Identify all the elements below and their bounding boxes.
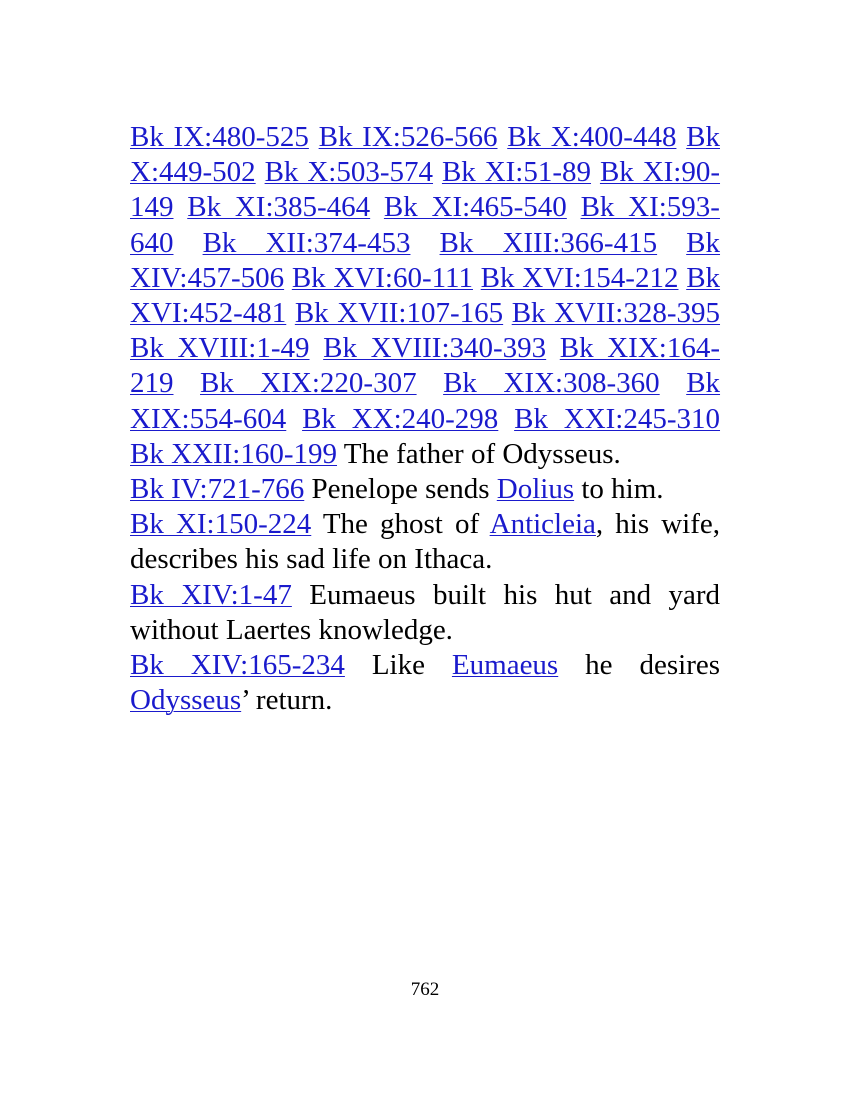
name-link[interactable]: Eumaeus xyxy=(451,649,559,682)
ref-link[interactable]: Bk XI:385-464 xyxy=(187,191,371,224)
reference-list-paragraph xyxy=(130,120,720,472)
entry-paragraph xyxy=(130,648,720,718)
ref-link[interactable]: Bk IV:721-766 xyxy=(130,473,305,506)
ref-link[interactable]: Bk XI:150-224 xyxy=(130,508,312,541)
entry-text: Penelope sends xyxy=(311,473,490,506)
ref-link[interactable]: Bk XII:374-453 xyxy=(202,226,411,259)
entry-paragraph xyxy=(130,507,720,577)
entry-text: The ghost of xyxy=(322,508,480,541)
ref-link[interactable]: Bk XX:240-298 xyxy=(302,402,499,435)
entry-text: ’ return. xyxy=(241,684,333,717)
ref-link[interactable]: Bk XIX:164-219 xyxy=(130,332,720,400)
ref-link[interactable]: Bk XVI:154-212 xyxy=(480,261,679,294)
ref-link[interactable]: Bk XXII:160-199 xyxy=(130,437,338,470)
body-text xyxy=(130,120,720,718)
ref-link[interactable]: Bk IX:526-566 xyxy=(318,121,498,153)
ref-link[interactable]: Bk XIII:366-415 xyxy=(439,226,658,259)
entry-text: to him. xyxy=(581,473,664,506)
ref-link[interactable]: Bk XIV:457-506 xyxy=(130,226,721,294)
ref-link[interactable]: Bk XI:90-149 xyxy=(130,156,721,224)
ref-link[interactable]: Bk X:503-574 xyxy=(264,156,434,189)
entry-paragraph xyxy=(130,578,720,648)
ref-link[interactable]: Bk XVII:107-165 xyxy=(294,297,504,330)
ref-link[interactable]: Bk XVIII:1-49 xyxy=(130,332,310,365)
ref-link[interactable]: Bk XIX:220-307 xyxy=(200,367,417,400)
ref-link[interactable]: Bk XVIII:340-393 xyxy=(323,332,547,365)
ref-link[interactable]: Bk XIV:1-47 xyxy=(130,578,292,611)
entry-text: Eumaeus built his hut and yard without Laertes knowledge. xyxy=(130,578,720,646)
ref-link[interactable]: Bk X:400-448 xyxy=(507,121,677,153)
entry-text: , his wife, describes his sad life on Ithaca. xyxy=(130,508,720,576)
ref-link[interactable]: Bk XIX:308-360 xyxy=(443,367,660,400)
ref-link[interactable]: Bk XI:593-640 xyxy=(130,191,720,259)
ref-link[interactable]: Bk IX:480-525 xyxy=(130,121,309,153)
summary-text: The father of Odysseus. xyxy=(343,437,621,470)
entry-paragraph xyxy=(130,472,720,507)
entry-text: he desires xyxy=(585,649,721,682)
name-link[interactable]: Anticleia xyxy=(489,508,596,541)
ref-link[interactable]: Bk XXI:245-310 xyxy=(514,402,721,435)
ref-link[interactable]: Bk XI:465-540 xyxy=(383,191,567,224)
ref-link[interactable]: Bk XVI:60-111 xyxy=(291,261,473,294)
name-link[interactable]: Dolius xyxy=(496,473,575,506)
ref-link[interactable]: Bk X:449-502 xyxy=(130,121,720,189)
page-number: 762 xyxy=(410,979,440,1000)
ref-link[interactable]: Bk XIX:554-604 xyxy=(130,367,721,435)
ref-link[interactable]: Bk XI:51-89 xyxy=(441,156,592,189)
ref-link[interactable]: Bk XIV:165-234 xyxy=(130,649,345,682)
ref-link[interactable]: Bk XVI:452-481 xyxy=(130,261,721,330)
ref-link[interactable]: Bk XVII:328-395 xyxy=(511,297,721,330)
name-link[interactable]: Odysseus xyxy=(130,684,242,717)
entry-text: Like xyxy=(371,649,425,682)
